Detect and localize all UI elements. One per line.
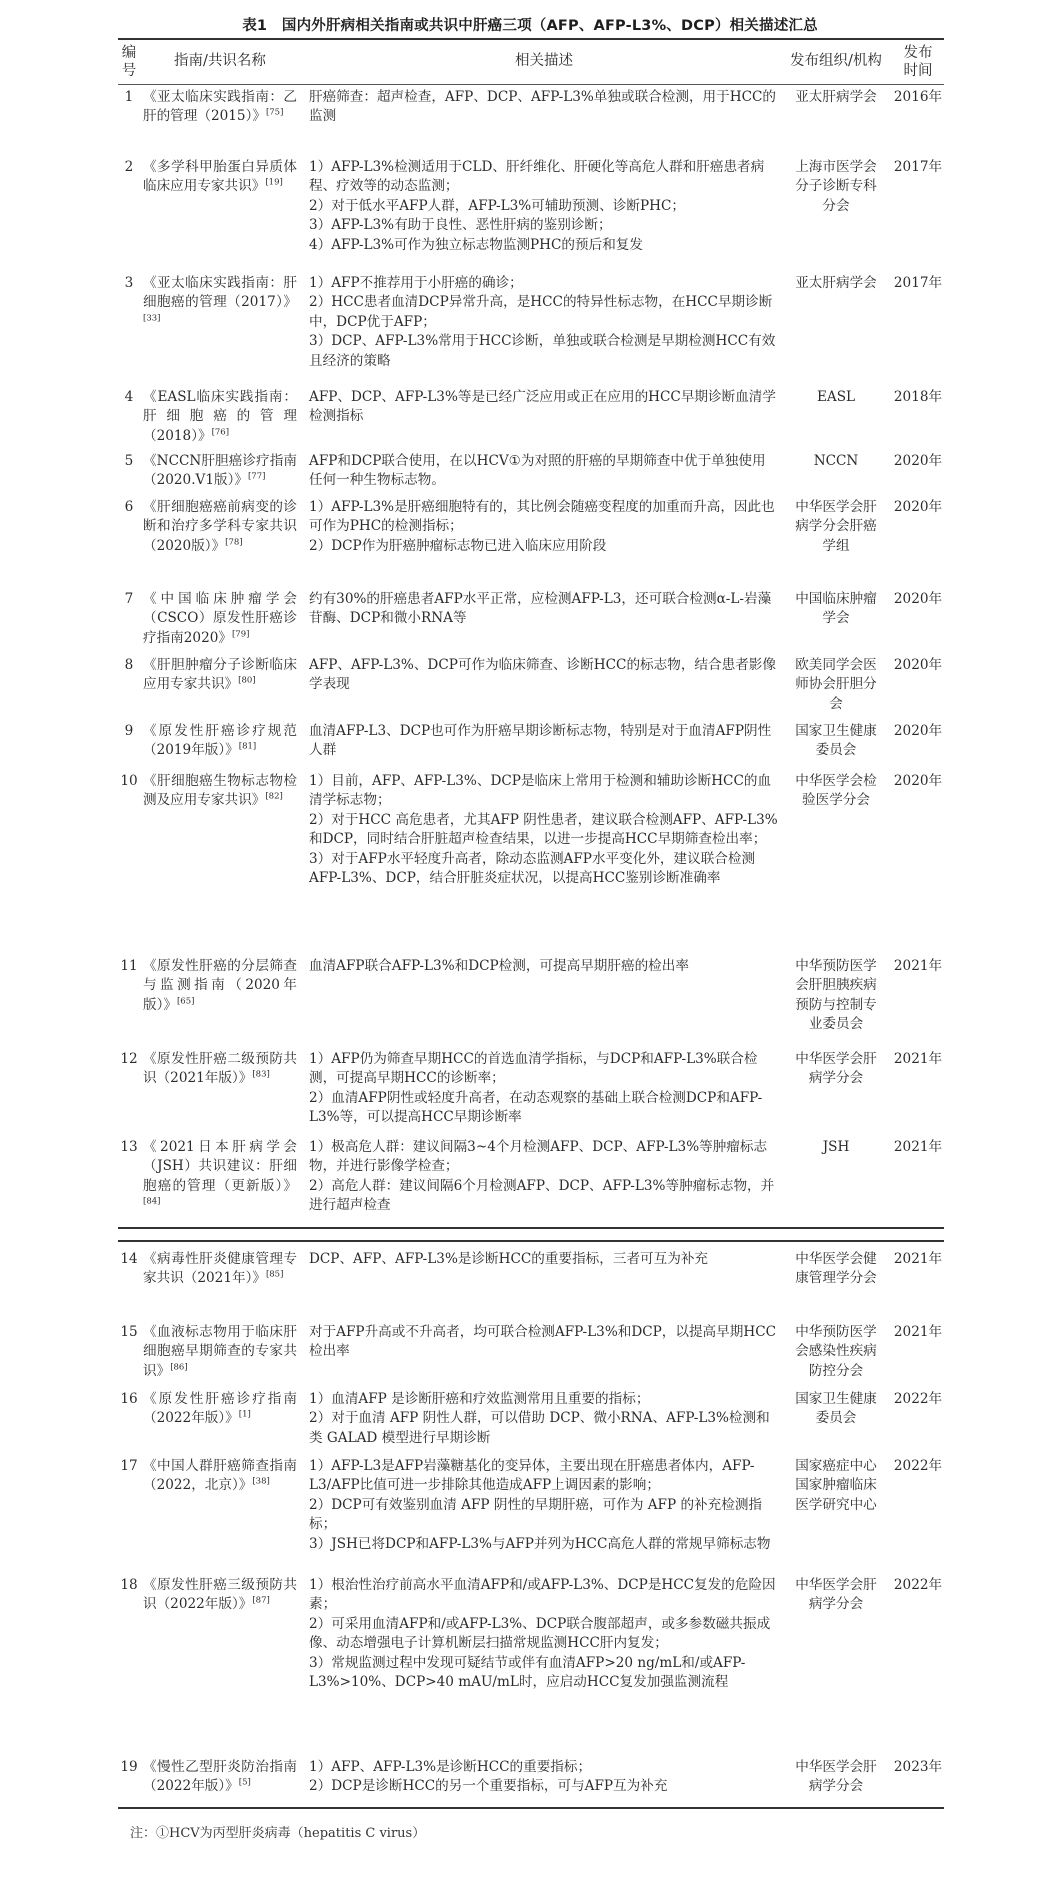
publish-year: 2023年: [893, 1759, 943, 1775]
guideline-name: [143, 1758, 297, 1797]
guideline-title: 《亚太临床实践指南：肝细胞癌的管理（2017）》: [143, 275, 297, 311]
organization: 中华医学会肝病学分会: [795, 1051, 877, 1087]
description-item: 1）AFP-L3%是肝癌细胞特有的，其比例会随癌变程度的加重而升高，因此也可作为PHC的检测指标；: [309, 499, 775, 535]
header-year-line2: 时间: [903, 63, 933, 79]
description: [309, 274, 779, 371]
guideline-name: [143, 274, 297, 332]
publish-year: 2021年: [893, 1139, 943, 1155]
organization: 中华医学会肝病学分会: [795, 1759, 877, 1795]
reference-marker: [83]: [252, 1069, 270, 1080]
publish-year: 2017年: [893, 275, 943, 291]
row-number: 8: [124, 657, 134, 673]
description: [309, 722, 779, 761]
organization: 国家卫生健康委员会: [795, 1391, 877, 1427]
publish-year: 2020年: [893, 773, 943, 789]
description-item: 1）AFP仍为筛查早期HCC的首选血清学指标，与DCP和AFP-L3%联合检测，可提高早期HCC的诊断率；: [309, 1051, 758, 1087]
guideline-title: 《肝细胞癌癌前病变的诊断和治疗多学科专家共识（2020版）》: [143, 499, 297, 554]
row-number: 14: [120, 1251, 138, 1267]
table-caption: 表1 国内外肝病相关指南或共识中肝癌三项（AFP、AFP-L3%、DCP）相关描述汇总: [242, 18, 818, 34]
description-item: 3）常规监测过程中发现可疑结节或伴有血清AFP>20 ng/mL和/或AFP-L3%>10%、DCP>40 mAU/mL时，应启动HCC复发加强监测流程: [309, 1654, 746, 1691]
row-number: 18: [120, 1577, 138, 1593]
publish-year: 2021年: [893, 1324, 943, 1340]
description: [309, 1390, 779, 1448]
organization: NCCN: [813, 453, 859, 469]
description-item: 约有30%的肝癌患者AFP水平正常，应检测AFP-L3，还可联合检测α-L-岩藻苷酶、DCP和微小RNA等: [309, 591, 772, 627]
publish-year: 2020年: [893, 499, 943, 515]
reference-marker: [79]: [231, 629, 250, 640]
row-number: 4: [124, 389, 134, 405]
guideline-name: [143, 452, 297, 491]
reference-marker: [87]: [252, 1595, 270, 1606]
header-name: 指南/共识名称: [174, 53, 266, 69]
description: [309, 1758, 779, 1797]
header-number: [118, 44, 140, 80]
description-item: 2）对于HCC 高危患者，尤其AFP 阴性患者，建议联合检测AFP、AFP-L3%和DCP，同时结合肝脏超声检查结果，以进一步提高HCC早期筛查检出率；: [309, 811, 778, 848]
guideline-title: 《肝胆肿瘤分子诊断临床应用专家共识》: [143, 657, 297, 693]
organization: JSH: [822, 1139, 850, 1155]
description-item: 2）HCC患者血清DCP异常升高，是HCC的特异性标志物，在HCC早期诊断中，DCP优于AFP；: [309, 294, 773, 330]
guideline-title: 《肝细胞癌生物标志物检测及应用专家共识》: [143, 773, 297, 809]
publish-year: 2022年: [893, 1458, 943, 1474]
guideline-name: [143, 772, 297, 811]
publish-year: 2020年: [893, 453, 943, 469]
guideline-name: [143, 498, 297, 556]
publish-year: 2018年: [893, 389, 943, 405]
description: [309, 1250, 779, 1269]
continuation-rule: [118, 1240, 944, 1242]
top-rule: [118, 38, 944, 40]
guideline-name: [143, 590, 297, 648]
description-item: 对于AFP升高或不升高者，均可联合检测AFP-L3%和DCP，以提高早期HCC检出率: [309, 1324, 776, 1360]
header-year-line1: 发布: [903, 45, 933, 61]
description-item: 肝癌筛查：超声检查，AFP、DCP、AFP-L3%单独或联合检测，用于HCC的监测: [309, 89, 776, 125]
guideline-name: [143, 722, 297, 761]
description: [309, 498, 779, 556]
row-number: 16: [120, 1391, 138, 1407]
description-item: 2）对于血清 AFP 阴性人群，可以借助 DCP、微小RNA、AFP-L3%检测和类 GALAD 模型进行早期诊断: [309, 1410, 770, 1446]
row-number: 13: [120, 1139, 138, 1155]
header-description: 相关描述: [515, 53, 573, 69]
reference-marker: [65]: [176, 996, 195, 1007]
guideline-name: [143, 158, 297, 197]
guideline-name: [143, 88, 297, 127]
row-number: 3: [124, 275, 134, 291]
row-number: 1: [124, 89, 134, 105]
guideline-name: [143, 1457, 297, 1496]
reference-marker: [38]: [252, 1476, 270, 1487]
footnote: 注：①HCV为丙型肝炎病毒（hepatitis C virus）: [130, 1826, 426, 1841]
description-item: DCP、AFP、AFP-L3%是诊断HCC的重要指标，三者可互为补充: [309, 1251, 709, 1267]
guideline-title: 《2021日本肝病学会（JSH）共识建议：肝细胞癌的管理（更新版）》: [143, 1139, 297, 1194]
guideline-name: [143, 1138, 297, 1216]
guideline-name: [143, 388, 297, 446]
guideline-title: 《EASL临床实践指南：肝细胞癌的管理（2018）》: [143, 389, 297, 444]
guideline-name: [143, 1050, 297, 1089]
organization: 中华医学会检验医学分会: [795, 773, 877, 809]
row-number: 15: [120, 1324, 138, 1340]
description-item: 1）AFP-L3%检测适用于CLD、肝纤维化、肝硬化等高危人群和肝癌患者病程、疗效等的动态监测；: [309, 159, 765, 195]
organization: 中国临床肿瘤学会: [795, 591, 877, 627]
description-item: 2）高危人群：建议间隔6个月检测AFP、DCP、AFP-L3%等肿瘤标志物，并进行超声检查: [309, 1177, 775, 1214]
description-item: 1）AFP-L3是AFP岩藻糖基化的变异体，主要出现在肝癌患者体内，AFP-L3/AFP比值可进一步排除其他造成AFP上调因素的影响；: [309, 1458, 755, 1494]
description-item: 1）AFP不推荐用于小肝癌的确诊；: [309, 275, 523, 291]
description: [309, 1457, 779, 1554]
header-rule: [118, 84, 944, 85]
reference-marker: [75]: [265, 107, 284, 118]
organization: 欧美同学会医师协会肝胆分会: [795, 657, 877, 712]
row-number: 6: [124, 499, 134, 515]
publish-year: 2020年: [893, 723, 943, 739]
description-item: 2）DCP可有效鉴别血清 AFP 阴性的早期肝癌，可作为 AFP 的补充检测指标；: [309, 1496, 763, 1533]
description-item: 4）AFP-L3%可作为独立标志物监测PHC的预后和复发: [309, 236, 643, 253]
description-item: AFP和DCP联合使用，在以HCV①为对照的肝癌的早期筛查中优于单独使用任何一种生物标志物。: [309, 453, 766, 489]
publish-year: 2021年: [893, 1251, 943, 1267]
header-year: [892, 44, 944, 80]
reference-marker: [85]: [265, 1269, 284, 1280]
description-item: 血清AFP-L3、DCP也可作为肝癌早期诊断标志物，特别是对于血清AFP阴性人群: [309, 723, 772, 759]
organization: 中华医学会肝病学分会肝癌学组: [795, 499, 877, 554]
reference-marker: [86]: [170, 1362, 188, 1373]
reference-marker: [81]: [238, 741, 257, 752]
row-number: 19: [120, 1759, 138, 1775]
guideline-title: 《原发性肝癌的分层筛查与监测指南（2020年版）》: [143, 958, 297, 1013]
description: [309, 158, 779, 255]
description-item: 3）对于AFP水平轻度升高者，除动态监测AFP水平变化外，建议联合检测AFP-L3%、DCP，结合肝脏炎症状况，以提高HCC鉴别诊断准确率: [309, 850, 756, 887]
description-item: 2）DCP是诊断HCC的另一个重要指标，可与AFP互为补充: [309, 1778, 668, 1795]
description-item: 1）目前，AFP、AFP-L3%、DCP是临床上常用于检测和辅助诊断HCC的血清学标志物；: [309, 773, 772, 809]
description: [309, 388, 779, 427]
guideline-name: [143, 1390, 297, 1429]
description: [309, 957, 779, 976]
guideline-name: [143, 1323, 297, 1381]
row-number: 11: [120, 958, 138, 974]
description-item: 2）血清AFP阴性或轻度升高者，在动态观察的基础上联合检测DCP和AFP-L3%等，可以提高HCC早期诊断率: [309, 1089, 763, 1126]
publish-year: 2020年: [893, 657, 943, 673]
reference-marker: [5]: [238, 1777, 251, 1788]
publish-year: 2022年: [893, 1391, 943, 1407]
organization: 中华预防医学会肝胆胰疾病预防与控制专业委员会: [795, 958, 877, 1033]
guideline-title: 《中国人群肝癌筛查指南（2022，北京）》: [143, 1458, 297, 1494]
description: [309, 590, 779, 629]
description: [309, 1576, 779, 1692]
description-item: 2）可采用血清AFP和/或AFP-L3%、DCP联合腹部超声，或多参数磁共振成像、动态增强电子计算机断层扫描常规监测HCC肝内复发；: [309, 1615, 771, 1652]
reference-marker: [1]: [238, 1409, 251, 1420]
header-organization: 发布组织/机构: [790, 53, 882, 69]
organization: 中华预防医学会感染性疾病防控分会: [795, 1324, 877, 1379]
header-number-line2: 号: [121, 63, 137, 79]
description-item: 1）血清AFP 是诊断肝癌和疗效监测常用且重要的指标；: [309, 1391, 650, 1407]
description-item: AFP、DCP、AFP-L3%等是已经广泛应用或正在应用的HCC早期诊断血清学检测指标: [309, 389, 776, 425]
publish-year: 2020年: [893, 591, 943, 607]
description-item: 2）DCP作为肝癌肿瘤标志物已进入临床应用阶段: [309, 537, 607, 554]
header-number-line1: 编: [121, 45, 137, 61]
reference-marker: [19]: [265, 177, 283, 188]
reference-marker: [80]: [238, 675, 256, 686]
reference-marker: [78]: [225, 537, 243, 548]
description: [309, 452, 779, 491]
guideline-title: 《原发性肝癌诊疗指南（2022年版）》: [143, 1391, 297, 1427]
row-number: 9: [124, 723, 134, 739]
row-number: 7: [124, 591, 134, 607]
guideline-title: 《亚太临床实践指南：乙肝的管理（2015）》: [143, 89, 297, 125]
row-number: 2: [124, 159, 134, 175]
description: [309, 772, 779, 888]
description-item: 1）极高危人群：建议间隔3~4个月检测AFP、DCP、AFP-L3%等肿瘤标志物，并进行影像学检查；: [309, 1139, 768, 1175]
publish-year: 2022年: [893, 1577, 943, 1593]
guideline-name: [143, 1576, 297, 1615]
publish-year: 2021年: [893, 1051, 943, 1067]
organization: 亚太肝病学会: [795, 89, 877, 105]
description-item: 3）JSH已将DCP和AFP-L3%与AFP并列为HCC高危人群的常规早筛标志物: [309, 1535, 771, 1552]
guideline-title: 《多学科甲胎蛋白异质体临床应用专家共识》: [143, 159, 297, 195]
reference-marker: [82]: [265, 791, 283, 802]
description-item: AFP、AFP-L3%、DCP可作为临床筛查、诊断HCC的标志物，结合患者影像学表现: [309, 657, 776, 693]
description: [309, 656, 779, 695]
guideline-name: [143, 957, 297, 1015]
publish-year: 2017年: [893, 159, 943, 175]
guideline-title: 《NCCN肝胆癌诊疗指南（2020.V1版）》: [143, 453, 297, 489]
description: [309, 1323, 779, 1362]
description-item: 3）DCP、AFP-L3%常用于HCC诊断，单独或联合检测是早期检测HCC有效且经济的策略: [309, 333, 776, 369]
page-break-rule: [118, 1227, 944, 1229]
reference-marker: [77]: [247, 471, 266, 482]
description-item: 3）AFP-L3%有助于良性、恶性肝病的鉴别诊断；: [309, 217, 612, 234]
guideline-title: 《原发性肝癌二级预防共识（2021年版）》: [143, 1051, 297, 1087]
guideline-title: 《原发性肝癌诊疗规范（2019年版）》: [143, 723, 297, 759]
guideline-name: [143, 656, 297, 695]
description-item: 血清AFP联合AFP-L3%和DCP检测，可提高早期肝癌的检出率: [309, 958, 689, 974]
organization: 中华医学会肝病学分会: [795, 1577, 877, 1613]
organization: 中华医学会健康管理学分会: [795, 1251, 877, 1287]
organization: 亚太肝病学会: [795, 275, 877, 291]
description-item: 2）对于低水平AFP人群，AFP-L3%可辅助预测、诊断PHC；: [309, 197, 685, 214]
reference-marker: [76]: [211, 427, 230, 438]
row-number: 10: [120, 773, 138, 789]
row-number: 12: [120, 1051, 138, 1067]
reference-marker: [84]: [143, 1196, 161, 1207]
organization: 国家癌症中心国家肿瘤临床医学研究中心: [795, 1458, 877, 1513]
reference-marker: [33]: [143, 313, 161, 324]
organization: EASL: [816, 389, 856, 405]
guideline-title: 《原发性肝癌三级预防共识（2022年版）》: [143, 1577, 297, 1613]
row-number: 17: [120, 1458, 138, 1474]
row-number: 5: [124, 453, 134, 469]
description: [309, 1138, 779, 1216]
bottom-rule: [118, 1807, 944, 1809]
description-item: 1）AFP、AFP-L3%是诊断HCC的重要指标；: [309, 1759, 592, 1775]
guideline-title: 《病毒性肝炎健康管理专家共识（2021年）》: [143, 1251, 297, 1287]
publish-year: 2016年: [893, 89, 943, 105]
description: [309, 1050, 779, 1128]
guideline-title: 《慢性乙型肝炎防治指南（2022年版）》: [143, 1759, 297, 1795]
guideline-title: 《中国临床肿瘤学会（CSCO）原发性肝癌诊疗指南2020》: [143, 591, 297, 646]
description-item: 1）根治性治疗前高水平血清AFP和/或AFP-L3%、DCP是HCC复发的危险因素；: [309, 1577, 776, 1613]
organization: 上海市医学会分子诊断专科分会: [795, 159, 877, 214]
guideline-name: [143, 1250, 297, 1289]
organization: 国家卫生健康委员会: [795, 723, 877, 759]
publish-year: 2021年: [893, 958, 943, 974]
guideline-title: 《血液标志物用于临床肝细胞癌早期筛查的专家共识》: [143, 1324, 297, 1379]
description: [309, 88, 779, 127]
